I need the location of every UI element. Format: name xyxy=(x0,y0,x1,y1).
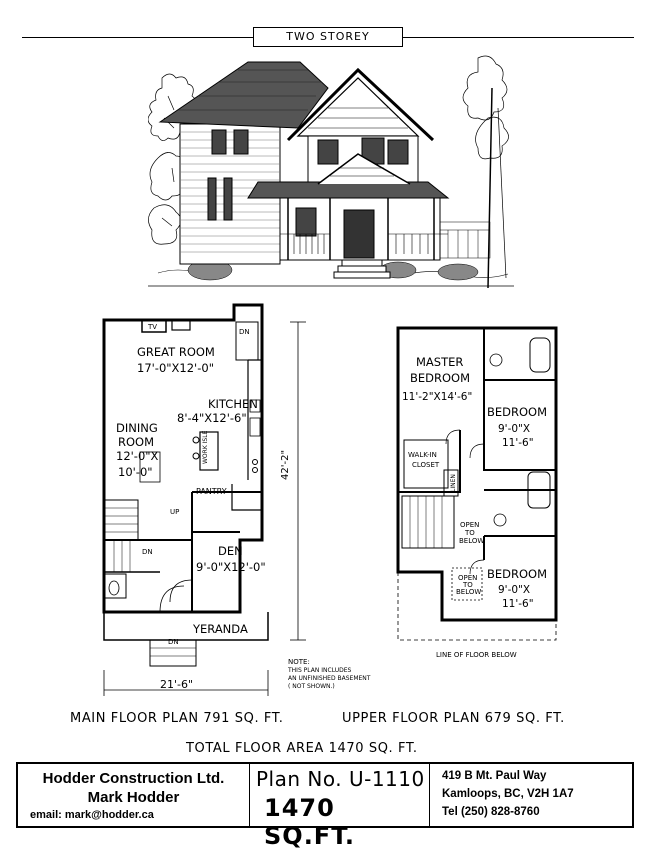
label-veranda: YERANDA xyxy=(193,622,248,636)
label-dining: DINING xyxy=(116,421,158,435)
label-tv: TV xyxy=(148,323,158,331)
title-block xyxy=(16,762,634,850)
house-rendering xyxy=(148,48,514,290)
label-master-size: 11'-2"X14'-6" xyxy=(402,391,473,403)
label-bed3-size-2: 11'-6" xyxy=(502,598,534,610)
tree-right xyxy=(463,56,509,288)
label-closet: CLOSET xyxy=(412,461,440,469)
floor-plans xyxy=(0,290,650,700)
label-open-5: TO xyxy=(463,581,473,589)
label-line-of-floor-below: LINE OF FLOOR BELOW xyxy=(436,651,517,659)
title-block-company xyxy=(18,764,250,826)
label-great-room: GREAT ROOM xyxy=(137,345,215,359)
plan-type-title: TWO STOREY xyxy=(253,27,403,47)
label-up: UP xyxy=(170,508,180,516)
main-floor-caption: MAIN FLOOR PLAN 791 SQ. FT. xyxy=(70,711,284,726)
label-kitchen-size: 8'-4"X12'-6" xyxy=(177,411,247,425)
label-linen: LINEN xyxy=(450,474,457,492)
upper-floor-labels xyxy=(402,355,547,659)
dim-depth: 42'-2" xyxy=(280,449,291,480)
label-bed3-size-1: 9'-0"X xyxy=(498,584,531,596)
house-porch-roof xyxy=(248,182,448,198)
label-dining-room: ROOM xyxy=(118,435,155,449)
main-floor-labels xyxy=(116,323,371,691)
label-bedroom-2: BEDROOM xyxy=(487,405,548,419)
label-bed2-size-2: 11'-6" xyxy=(502,437,534,449)
label-bed2-size-1: 9'-0"X xyxy=(498,423,531,435)
phone-number: Tel (250) 828-8760 xyxy=(442,806,540,818)
label-dn-veranda: DN xyxy=(168,638,179,646)
plan-sqft: 1470 SQ.FT. xyxy=(264,794,356,850)
label-dn-stair: DN xyxy=(142,548,153,556)
note-line-3: ( NOT SHOWN.) xyxy=(288,683,335,690)
address-line-1: 419 B Mt. Paul Way xyxy=(442,770,547,782)
upper-floor-caption: UPPER FLOOR PLAN 679 SQ. FT. xyxy=(342,711,565,726)
house-main-roof xyxy=(160,62,328,128)
label-master-2: BEDROOM xyxy=(410,371,471,385)
label-open-6: BELOW xyxy=(456,588,482,596)
label-open-3: BELOW xyxy=(459,537,485,545)
address-line-2: Kamloops, BC, V2H 1A7 xyxy=(442,788,574,800)
label-great-room-size: 17'-0"X12'-0" xyxy=(137,361,214,375)
house-porch xyxy=(280,198,448,278)
label-den-size: 9'-0"X12'-0" xyxy=(196,560,266,574)
dim-width: 21'-6" xyxy=(160,678,194,691)
label-den: DEN xyxy=(218,544,243,558)
label-open-4: OPEN xyxy=(458,574,478,582)
company-name: Hodder Construction Ltd. xyxy=(42,770,225,787)
label-bedroom-3: BEDROOM xyxy=(487,567,548,581)
label-dining-size-2: 10'-0" xyxy=(118,465,153,479)
title-block-plan xyxy=(250,764,430,850)
label-pantry: PANTRY xyxy=(196,487,227,496)
note-line-1: THIS PLAN INCLUDES xyxy=(288,667,352,674)
label-work-isle: WORK ISLE xyxy=(202,430,209,464)
title-block-address xyxy=(430,764,632,826)
note-line-2: AN UNFINISHED BASEMENT xyxy=(288,675,371,682)
contact-email: email: mark@hodder.ca xyxy=(30,809,154,821)
label-kitchen: KITCHEN xyxy=(208,397,258,411)
plan-number: Plan No. U-1110 xyxy=(256,767,425,791)
label-dining-size-1: 12'-0"X xyxy=(116,449,159,463)
label-walk-in: WALK-IN xyxy=(408,451,437,459)
total-area-caption: TOTAL FLOOR AREA 1470 SQ. FT. xyxy=(186,741,418,756)
label-open-1: OPEN xyxy=(460,521,480,529)
label-master-1: MASTER xyxy=(416,355,464,369)
label-dn-top: DN xyxy=(239,328,250,336)
contact-person: Mark Hodder xyxy=(87,789,180,806)
label-open-2: TO xyxy=(465,529,475,537)
note-heading: NOTE: xyxy=(288,658,310,666)
